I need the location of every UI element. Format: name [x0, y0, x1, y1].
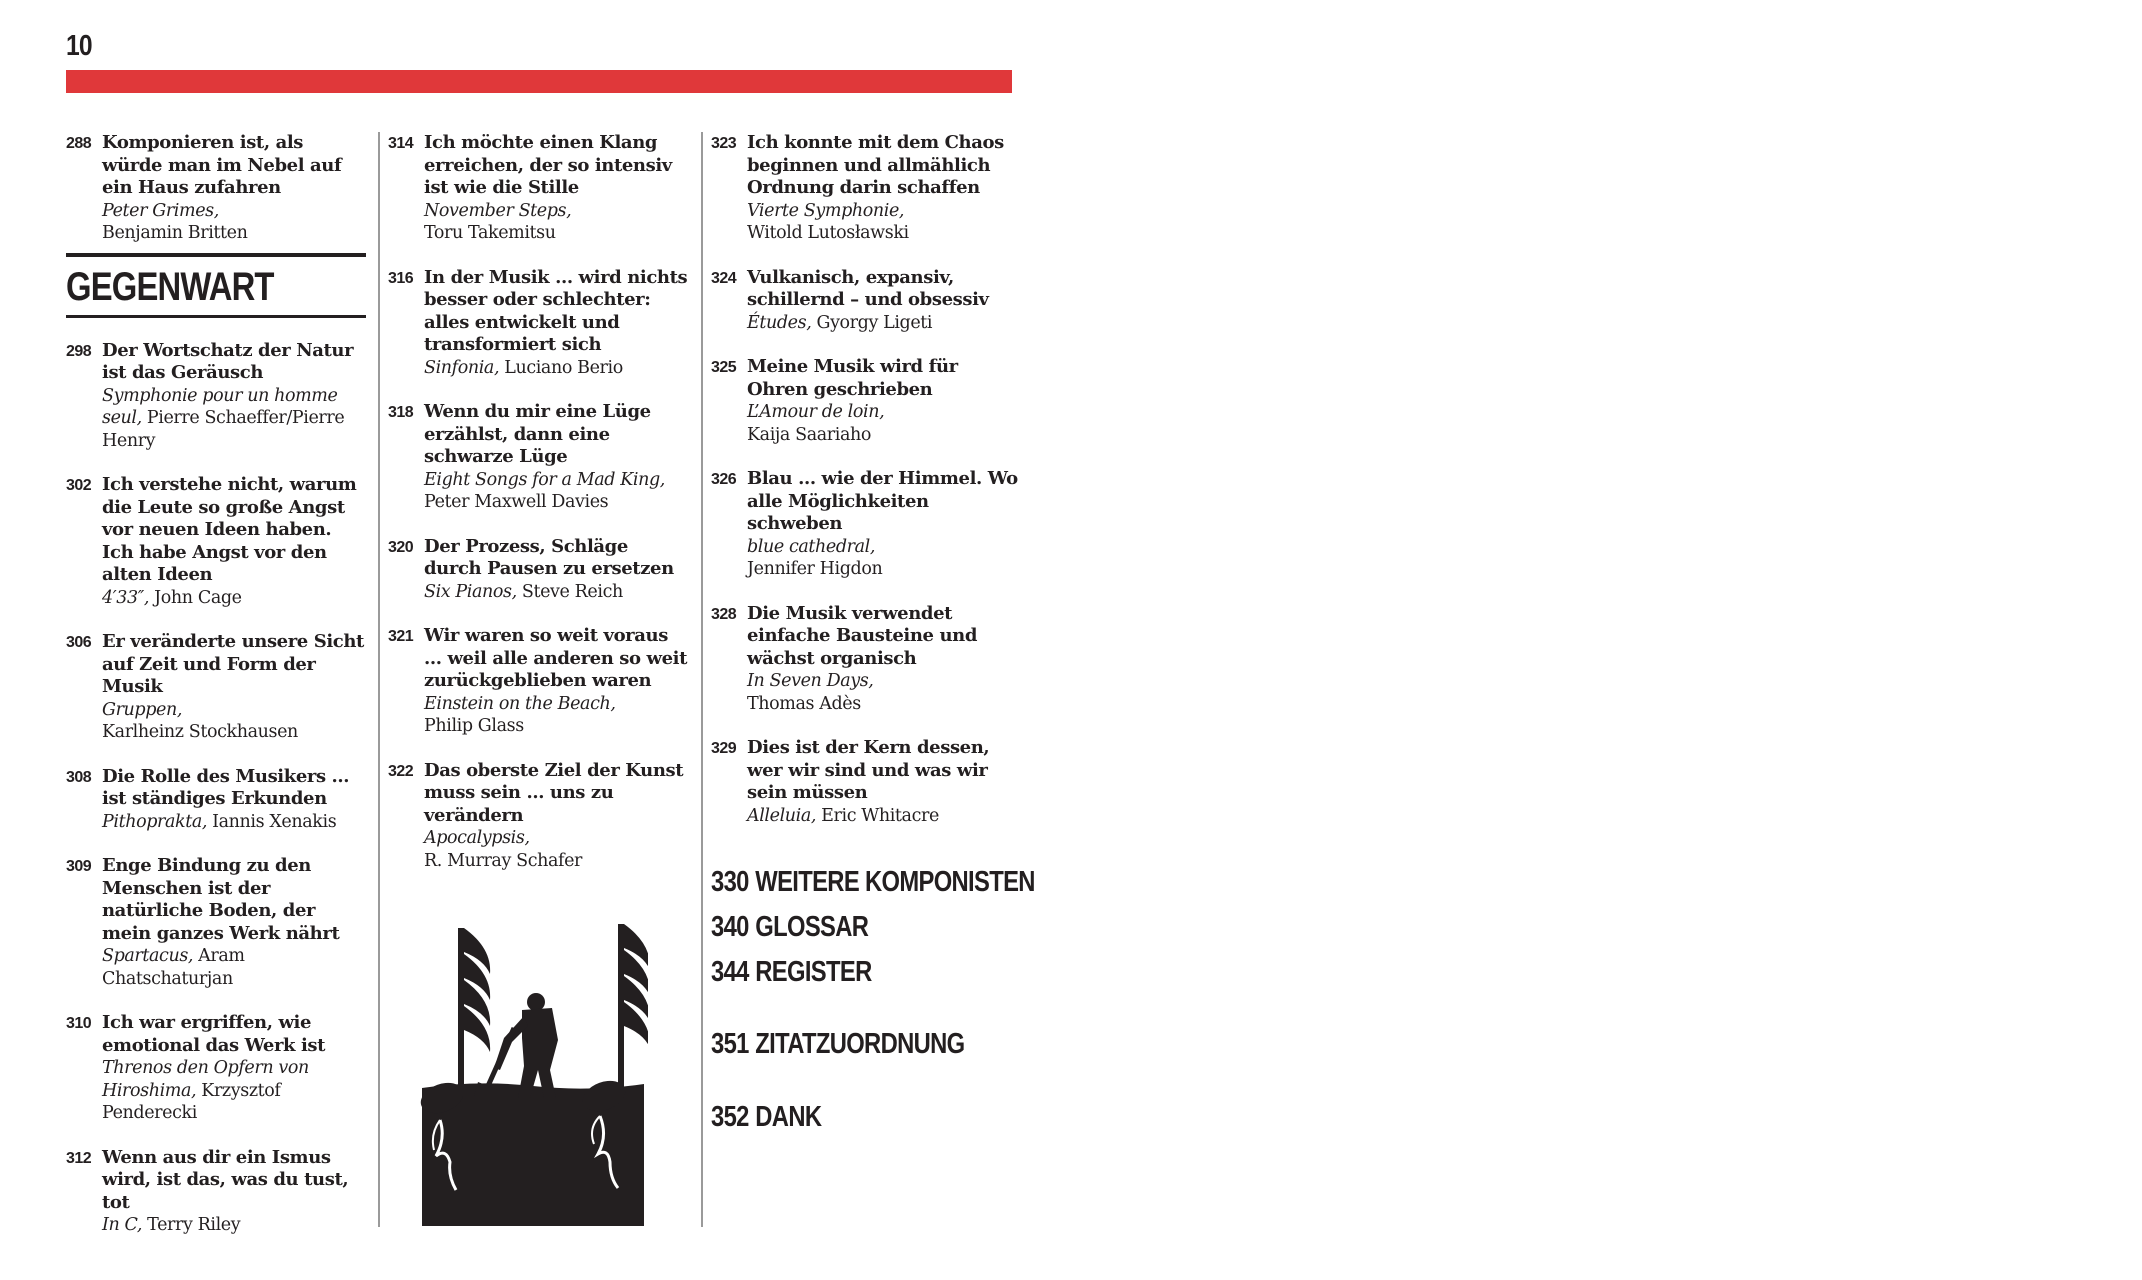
entry-page-number: 302: [66, 477, 92, 494]
entry-credit: [424, 581, 688, 604]
entry-page-number: 326: [711, 471, 737, 488]
entry-composer: Eric Whitacre: [821, 805, 939, 826]
entry-credit: [747, 312, 1021, 335]
toc-entry[interactable]: [711, 132, 1021, 245]
entry-title: Der Prozess, Schläge durch Pausen zu ersetzen: [424, 535, 674, 579]
entry-title: Meine Musik wird für Ohren geschrieben: [747, 356, 958, 400]
toc-column-3: [711, 132, 1021, 849]
entry-page-number: 328: [711, 605, 737, 623]
entry-page-number: 308: [66, 768, 92, 786]
entry-composer: Benjamin Britten: [102, 223, 248, 243]
entry-title: Enge Bindung zu den Menschen ist der natürliche Boden, der mein ganzes Werk nährt: [102, 855, 340, 944]
entry-work: Eight Songs for a Mad King,: [424, 469, 665, 490]
entry-work: Spartacus,: [102, 946, 194, 966]
page-number: 10: [66, 30, 92, 62]
toc-entry[interactable]: [66, 1147, 366, 1237]
entry-title: Ich konnte mit dem Chaos beginnen und allmählich Ordnung darin schaffen: [747, 132, 1004, 198]
entry-credit: [424, 357, 688, 380]
entry-composer: Pierre Schaeffer/Pierre Henry: [102, 408, 345, 451]
entry-title: Wenn du mir eine Lüge erzählst, dann eine schwarze Lüge: [424, 401, 651, 467]
entry-composer: Jennifer Higdon: [747, 559, 883, 579]
backmatter-label: GLOSSAR: [755, 911, 869, 943]
entry-page-number: 321: [388, 628, 414, 645]
entry-title: Die Musik verwendet einfache Bausteine und wächst organisch: [747, 602, 978, 669]
entry-composer: Toru Takemitsu: [424, 223, 556, 243]
backmatter-page-number: 351: [711, 1028, 749, 1060]
toc-entry[interactable]: [66, 340, 366, 453]
toc-entry[interactable]: [66, 132, 366, 245]
entry-work: Six Pianos,: [424, 581, 517, 602]
entry-composer: Aram Chatschaturjan: [102, 946, 245, 989]
toc-entry[interactable]: [388, 267, 688, 380]
entry-credit: [102, 1057, 366, 1125]
entry-composer: Krzysztof Penderecki: [102, 1080, 281, 1123]
entry-credit: [102, 385, 366, 453]
entry-title: Das oberste Ziel der Kunst muss sein … uns zu verändern: [424, 759, 684, 826]
backmatter-item[interactable]: [711, 866, 1035, 899]
entry-credit: [102, 811, 366, 834]
toc-entry[interactable]: [66, 631, 366, 744]
entry-title: Die Rolle des Musikers … ist ständiges Erkunden: [102, 765, 350, 809]
toc-entry[interactable]: [711, 468, 1021, 581]
entry-page-number: 316: [388, 269, 414, 287]
entry-title: In der Musik … wird nichts besser oder schlechter: alles entwickelt und transformiert sich: [424, 266, 688, 355]
entry-page-number: 322: [388, 762, 414, 780]
backmatter-page-number: 344: [711, 956, 749, 988]
backmatter-page-number: 340: [711, 911, 749, 943]
entry-credit: [102, 587, 366, 610]
entry-title: Ich möchte einen Klang erreichen, der so intensiv ist wie die Stille: [424, 132, 672, 198]
entry-page-number: 314: [388, 135, 414, 152]
entry-composer: Steve Reich: [521, 581, 623, 602]
entry-composer: Luciano Berio: [504, 357, 623, 378]
entry-work: Vierte Symphonie,: [747, 200, 905, 221]
entry-composer: John Cage: [154, 587, 242, 608]
entry-composer: Thomas Adès: [747, 693, 861, 714]
entry-work: Symphonie pour un homme seul,: [102, 385, 338, 428]
entry-credit: [102, 945, 366, 990]
entry-page-number: 288: [66, 135, 92, 152]
entry-work: Threnos den Opfern von Hiroshima,: [102, 1058, 309, 1101]
entry-title: Er veränderte unsere Sicht auf Zeit und Form der Musik: [102, 631, 364, 697]
entry-work: November Steps,: [424, 200, 572, 221]
backmatter-label: DANK: [755, 1101, 822, 1133]
entry-composer: Peter Maxwell Davies: [424, 492, 609, 512]
toc-entry[interactable]: [66, 474, 366, 609]
entry-page-number: 323: [711, 135, 737, 152]
entry-composer: Karlheinz Stockhausen: [102, 722, 298, 742]
toc-entry[interactable]: [66, 1012, 366, 1125]
entry-title: Ich war ergriffen, wie emotional das Werk ist: [102, 1012, 326, 1056]
entry-work: Gruppen,: [102, 699, 183, 720]
entry-title: Wenn aus dir ein Ismus wird, ist das, was du tust, tot: [102, 1146, 349, 1213]
toc-entry[interactable]: [388, 132, 688, 245]
entry-page-number: 309: [66, 858, 92, 875]
entry-composer: Witold Lutosławski: [747, 223, 909, 243]
entry-title: Wir waren so weit voraus … weil alle anderen so weit zurückgeblieben waren: [424, 625, 687, 691]
entry-work: Peter Grimes,: [102, 200, 219, 221]
entry-work: L’Amour de loin,: [747, 402, 885, 422]
entry-work: Sinfonia,: [424, 357, 500, 378]
entry-page-number: 329: [711, 740, 737, 757]
entry-page-number: 324: [711, 269, 737, 287]
backmatter-item[interactable]: [711, 1101, 821, 1134]
entry-work: Pithoprakta,: [102, 811, 208, 832]
entry-work: In Seven Days,: [747, 671, 874, 691]
column-divider: [701, 132, 703, 1227]
header-accent-bar: [66, 70, 1012, 93]
backmatter-item[interactable]: [711, 911, 868, 944]
entry-page-number: 310: [66, 1015, 92, 1032]
toc-entry[interactable]: [388, 625, 688, 738]
section-heading: [66, 253, 366, 318]
entry-work: Alleluia,: [747, 805, 817, 826]
toc-entry[interactable]: [388, 536, 688, 604]
toc-entry[interactable]: [711, 267, 1021, 335]
entry-composer: R. Murray Schafer: [424, 850, 582, 871]
musician-digging-notes-illustration: [418, 920, 648, 1230]
entry-composer: Iannis Xenakis: [212, 811, 337, 832]
entry-work: blue cathedral,: [747, 536, 876, 557]
backmatter-label: REGISTER: [755, 956, 872, 988]
entry-title: Komponieren ist, als würde man im Nebel auf ein Haus zufahren: [102, 132, 342, 198]
toc-entry[interactable]: [388, 760, 688, 873]
entry-composer: Philip Glass: [424, 716, 524, 736]
entry-composer: Kaija Saariaho: [747, 424, 871, 445]
backmatter-item[interactable]: [711, 1028, 964, 1061]
backmatter-item[interactable]: [711, 956, 872, 989]
entry-page-number: 306: [66, 634, 92, 651]
entry-page-number: 312: [66, 1149, 92, 1167]
entry-title: Blau … wie der Himmel. Wo alle Möglichkeiten schweben: [747, 468, 1018, 534]
backmatter-label: WEITERE KOMPONISTEN: [755, 866, 1035, 898]
entry-page-number: 325: [711, 359, 737, 376]
toc-entry[interactable]: [66, 855, 366, 990]
toc-entry[interactable]: [711, 603, 1021, 716]
backmatter-page-number: 352: [711, 1101, 749, 1133]
entry-page-number: 298: [66, 342, 92, 360]
entry-credit: [747, 805, 1021, 828]
section-heading-text: GEGENWART: [66, 264, 274, 309]
backmatter-page-number: 330: [711, 866, 749, 898]
entry-title: Ich verstehe nicht, warum die Leute so große Angst vor neuen Ideen haben. Ich habe Angst vor den alten Ideen: [102, 474, 357, 585]
entry-title: Der Wortschatz der Natur ist das Geräusch: [102, 339, 354, 383]
entry-title: Vulkanisch, expansiv, schillernd – und obsessiv: [747, 266, 989, 310]
entry-title: Dies ist der Kern dessen, wer wir sind und was wir sein müssen: [747, 737, 990, 803]
entry-composer: Gyorgy Ligeti: [816, 312, 933, 333]
column-divider: [378, 132, 380, 1227]
toc-entry[interactable]: [711, 737, 1021, 827]
entry-page-number: 320: [388, 538, 414, 556]
entry-work: In C,: [102, 1215, 143, 1235]
entry-work: 4′33″,: [102, 587, 150, 608]
entry-composer: Terry Riley: [147, 1215, 241, 1235]
entry-page-number: 318: [388, 404, 414, 421]
entry-credit: [102, 1214, 366, 1237]
toc-column-1: [66, 132, 366, 1259]
entry-work: Apocalypsis,: [424, 828, 530, 848]
toc-column-2: [388, 132, 688, 894]
backmatter-label: ZITATZUORDNUNG: [755, 1028, 965, 1060]
entry-work: Études,: [747, 312, 812, 333]
toc-entry[interactable]: [711, 356, 1021, 446]
entry-work: Einstein on the Beach,: [424, 693, 616, 714]
toc-entry[interactable]: [388, 401, 688, 514]
toc-entry[interactable]: [66, 766, 366, 834]
